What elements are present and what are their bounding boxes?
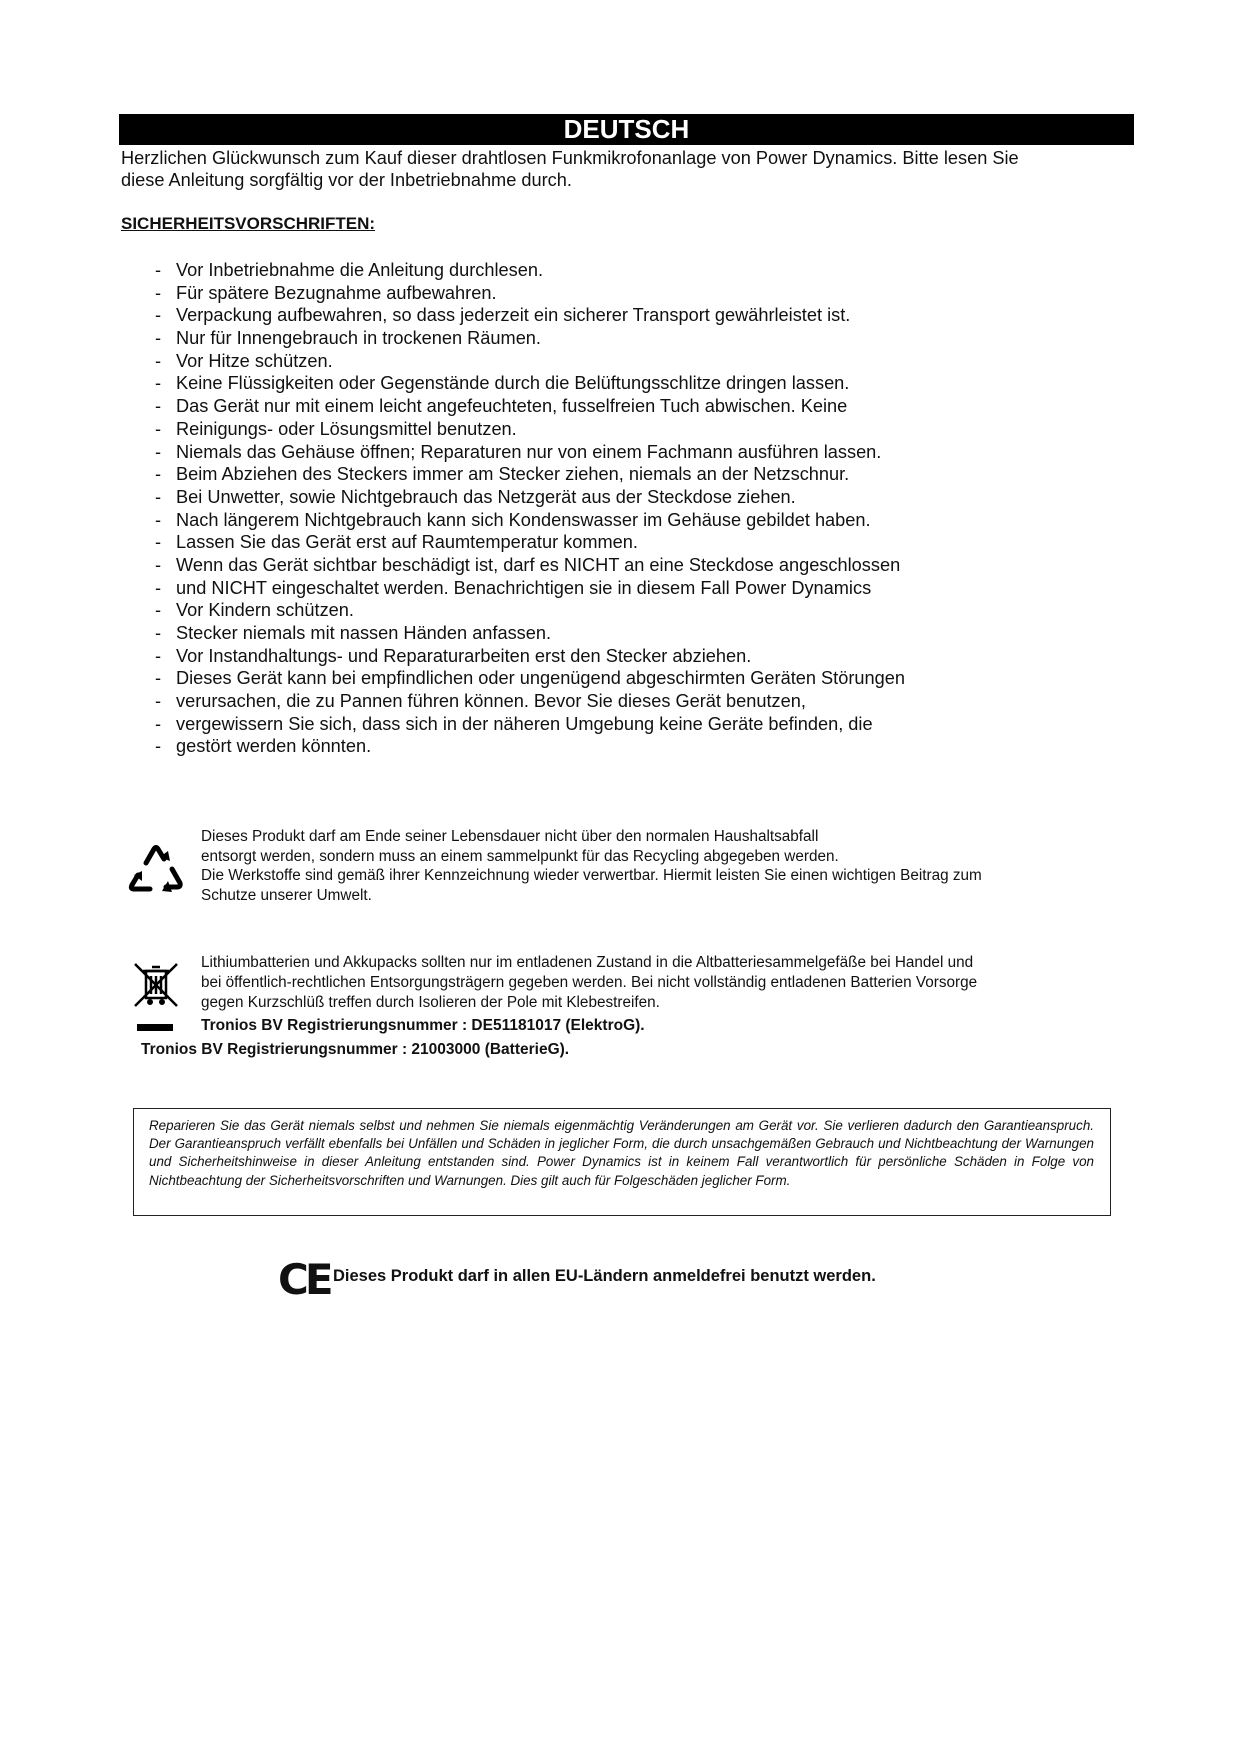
safety-item: - Keine Flüssigkeiten oder Gegenstände durch die Belüftungsschlitze dringen lassen.	[155, 373, 850, 394]
safety-item: - Vor Inbetriebnahme die Anleitung durchlesen.	[155, 260, 544, 280]
safety-item: - Vor Hitze schützen.	[155, 350, 333, 371]
safety-item: - Stecker niemals mit nassen Händen anfassen.	[155, 623, 552, 643]
registration-elektrog: Tronios BV Registrierungsnummer : DE51181017 (ElektroG).	[201, 1017, 645, 1034]
recycling-line: Schutze unserer Umwelt.	[201, 886, 372, 904]
recycle-icon	[124, 841, 188, 899]
battery-notice	[201, 953, 1131, 1012]
safety-item: - gestört werden könnten.	[155, 736, 372, 757]
registration-batterieg: Tronios BV Registrierungsnummer : 21003000 (BatterieG).	[141, 1041, 570, 1058]
safety-item: - Beim Abziehen des Steckers immer am Stecker ziehen, niemals an der Netzschnur.	[155, 464, 850, 485]
intro-line: Herzlichen Glückwunsch zum Kauf dieser drahtlosen Funkmikrofonanlage von Power Dynamics. Bitte lesen Sie	[121, 148, 1019, 168]
safety-item: - Nach längerem Nichtgebrauch kann sich Kondenswasser im Gehäuse gebildet haben.	[155, 509, 871, 530]
recycling-line: Die Werkstoffe sind gemäß ihrer Kennzeichnung wieder verwertbar. Hiermit leisten Sie einen wichtigen Beitrag zum	[201, 867, 982, 884]
safety-item: - Das Gerät nur mit einem leicht angefeuchteten, fusselfreien Tuch abwischen. Keine	[155, 396, 848, 417]
warranty-box	[133, 1108, 1111, 1216]
safety-title: SICHERHEITSVORSCHRIFTEN:	[121, 214, 376, 233]
warranty-text: Reparieren Sie das Gerät niemals selbst und nehmen Sie niemals eigenmächtig Veränderungen am Gerät vor. Sie verlieren dadurch den Garantieanspruch. Der Garantieanspruch verfällt ebenfalls bei Unfällen und Schäden in jeglicher Form, die durch unsachgemäßen Gebrauch und Nichtbeachtung der Warnungen und Sicherheitshinweise in dieser Anleitung entstanden sind. Power Dynamics ist in keinem Fall verantwortlich für persönliche Schäden in Folge von Nichtbeachtung der Sicherheitsvorschriften und Warnungen. Dies gilt auch für Folgeschäden jeglicher Form.	[149, 1118, 1094, 1188]
safety-item: - und NICHT eingeschaltet werden. Benachrichtigen sie in diesem Fall Power Dynamics	[155, 577, 872, 598]
safety-item: - Nur für Innengebrauch in trockenen Räumen.	[155, 328, 541, 349]
safety-item: - Wenn das Gerät sichtbar beschädigt ist, darf es NICHT an eine Steckdose angeschlossen	[155, 554, 901, 575]
safety-list	[155, 259, 905, 758]
crossed-bin-icon	[131, 961, 181, 1009]
safety-item: - Niemals das Gehäuse öffnen; Reparaturen nur von einem Fachmann ausführen lassen.	[155, 441, 882, 462]
battery-line: bei öffentlich-rechtlichen Entsorgungsträgern gegeben werden. Bei nicht vollständig entladenen Batterien Vorsorge	[201, 973, 978, 991]
recycling-line: entsorgt werden, sondern muss an einem sammelpunkt für das Recycling abgegeben werden.	[201, 847, 839, 865]
safety-item: - Für spätere Bezugnahme aufbewahren.	[155, 282, 497, 303]
language-header: DEUTSCH	[119, 114, 1134, 145]
safety-item: - Verpackung aufbewahren, so dass jederzeit ein sicherer Transport gewährleistet ist.	[155, 305, 851, 326]
safety-item: - Lassen Sie das Gerät erst auf Raumtemperatur kommen.	[155, 532, 638, 553]
recycling-notice	[201, 827, 1121, 905]
safety-item: - Vor Kindern schützen.	[155, 600, 354, 621]
ce-statement: Dieses Produkt darf in allen EU-Ländern anmeldefrei benutzt werden.	[333, 1267, 876, 1285]
safety-item: - verursachen, die zu Pannen führen können. Bevor Sie dieses Gerät benutzen,	[155, 691, 806, 712]
battery-line: gegen Kurzschlüß treffen durch Isolieren der Pole mit Klebestreifen.	[201, 993, 660, 1011]
recycling-line: Dieses Produkt darf am Ende seiner Lebensdauer nicht über den normalen Haushaltsabfall	[201, 828, 819, 845]
bin-underline-bar	[137, 1024, 173, 1031]
intro-line: diese Anleitung sorgfältig vor der Inbetriebnahme durch.	[121, 170, 572, 190]
safety-item: - Reinigungs- oder Lösungsmittel benutzen.	[155, 418, 517, 439]
safety-item: - Dieses Gerät kann bei empfindlichen oder ungenügend abgeschirmten Geräten Störungen	[155, 668, 905, 689]
ce-mark-icon: CE	[278, 1255, 330, 1304]
safety-item: - vergewissern Sie sich, dass sich in der näheren Umgebung keine Geräte befinden, die	[155, 713, 873, 734]
safety-item: - Bei Unwetter, sowie Nichtgebrauch das Netzgerät aus der Steckdose ziehen.	[155, 486, 796, 507]
safety-item: - Vor Instandhaltungs- und Reparaturarbeiten erst den Stecker abziehen.	[155, 645, 752, 666]
battery-line: Lithiumbatterien und Akkupacks sollten nur im entladenen Zustand in die Altbatteriesammelgefäße bei Handel und	[201, 954, 974, 971]
intro-paragraph	[121, 147, 1121, 191]
